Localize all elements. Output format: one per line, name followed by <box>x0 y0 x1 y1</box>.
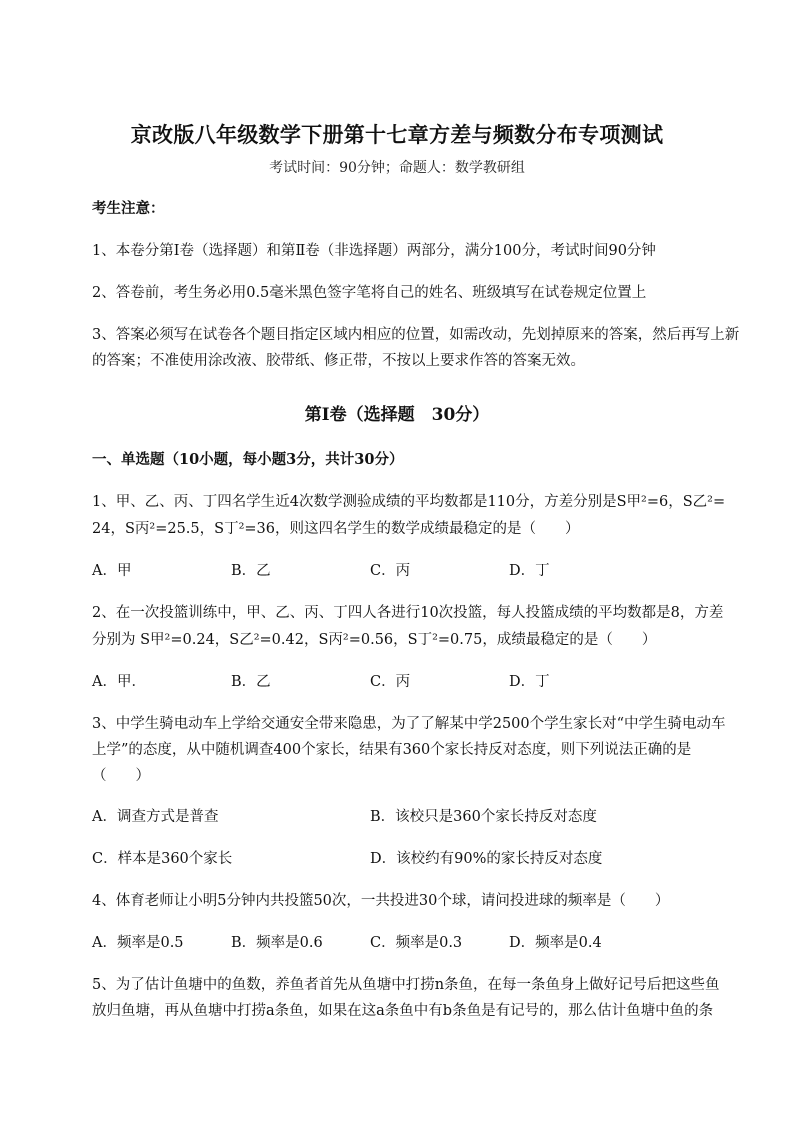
question-3-option-a[interactable]: A．调查方式是普查 <box>92 809 219 825</box>
question-3-line-2: 上学”的态度，从中随机调查400个家长，结果有360个家长持反对态度，则下列说法正确的是 <box>92 742 692 758</box>
question-4-option-d[interactable]: D．频率是0.4 <box>509 935 602 951</box>
question-1-option-a[interactable]: A．甲 <box>92 563 132 579</box>
question-4-option-b[interactable]: B．频率是0.6 <box>231 935 323 951</box>
question-4-option-a[interactable]: A．频率是0.5 <box>92 935 184 951</box>
question-1-option-c[interactable]: C．丙 <box>370 563 411 579</box>
notice-heading: 考生注意： <box>92 200 165 217</box>
page-title: 京改版八年级数学下册第十七章方差与频数分布专项测试 <box>130 122 664 147</box>
question-3-line-1: 3、中学生骑电动车上学给交通安全带来隐患，为了了解某中学2500个学生家长对“中学生骑电动车 <box>92 716 726 732</box>
question-3-option-d[interactable]: D．该校约有90%的家长持反对态度 <box>370 851 603 867</box>
question-4-line-1: 4、体育老师让小明5分钟内共投篮50次，一共投进30个球，请问投进球的频率是（ ） <box>92 893 670 909</box>
question-1-option-d[interactable]: D．丁 <box>509 563 550 579</box>
question-1-option-b[interactable]: B．乙 <box>231 563 271 579</box>
notice-item-1: 1、本卷分第Ⅰ卷（选择题）和第Ⅱ卷（非选择题）两部分，满分100分，考试时间90分钟 <box>92 243 656 259</box>
question-3-option-c[interactable]: C．样本是360个家长 <box>92 851 233 867</box>
page-subtitle: 考试时间：90分钟；命题人：数学教研组 <box>269 160 525 176</box>
question-3-line-3: （ ） <box>92 768 150 784</box>
question-5-line-2: 放归鱼塘，再从鱼塘中打捞a条鱼，如果在这a条鱼中有b条鱼是有记号的，那么估计鱼塘中鱼的条 <box>92 1003 714 1019</box>
question-2-option-b[interactable]: B．乙 <box>231 674 271 690</box>
question-2-option-a[interactable]: A．甲． <box>92 674 146 690</box>
part1-title: 第Ⅰ卷（选择题 30分） <box>304 405 490 425</box>
question-3-option-b[interactable]: B．该校只是360个家长持反对态度 <box>370 809 597 825</box>
section-heading: 一、单选题（10小题，每小题3分，共计30分） <box>92 451 404 468</box>
notice-item-2: 2、答卷前，考生务必用0.5毫米黑色签字笔将自己的姓名、班级填写在试卷规定位置上 <box>92 285 647 301</box>
notice-item-3-line-1: 3、答案必须写在试卷各个题目指定区域内相应的位置，如需改动，先划掉原来的答案，然后再写上新 <box>92 327 740 343</box>
question-1-line-1: 1、甲、乙、丙、丁四名学生近4次数学测验成绩的平均数都是110分，方差分别是S甲²=6，S乙²= <box>92 494 726 510</box>
question-5-line-1: 5、为了估计鱼塘中的鱼数，养鱼者首先从鱼塘中打捞n条鱼，在每一条鱼身上做好记号后把这些鱼 <box>92 977 720 993</box>
question-1-line-2: 24，S丙²=25.5，S丁²=36，则这四名学生的数学成绩最稳定的是（ ） <box>92 521 580 537</box>
question-2-option-c[interactable]: C．丙 <box>370 674 411 690</box>
question-2-option-d[interactable]: D．丁 <box>509 674 550 690</box>
notice-item-3-line-2: 的答案；不准使用涂改液、胶带纸、修正带，不按以上要求作答的答案无效。 <box>92 353 585 369</box>
question-2-line-2: 分别为 S甲²=0.24，S乙²=0.42，S丙²=0.56，S丁²=0.75，成绩最稳定的是（ ） <box>92 632 657 648</box>
question-2-line-1: 2、在一次投篮训练中，甲、乙、丙、丁四人各进行10次投篮，每人投篮成绩的平均数都是8，方差 <box>92 605 724 621</box>
question-4-option-c[interactable]: C．频率是0.3 <box>370 935 463 951</box>
